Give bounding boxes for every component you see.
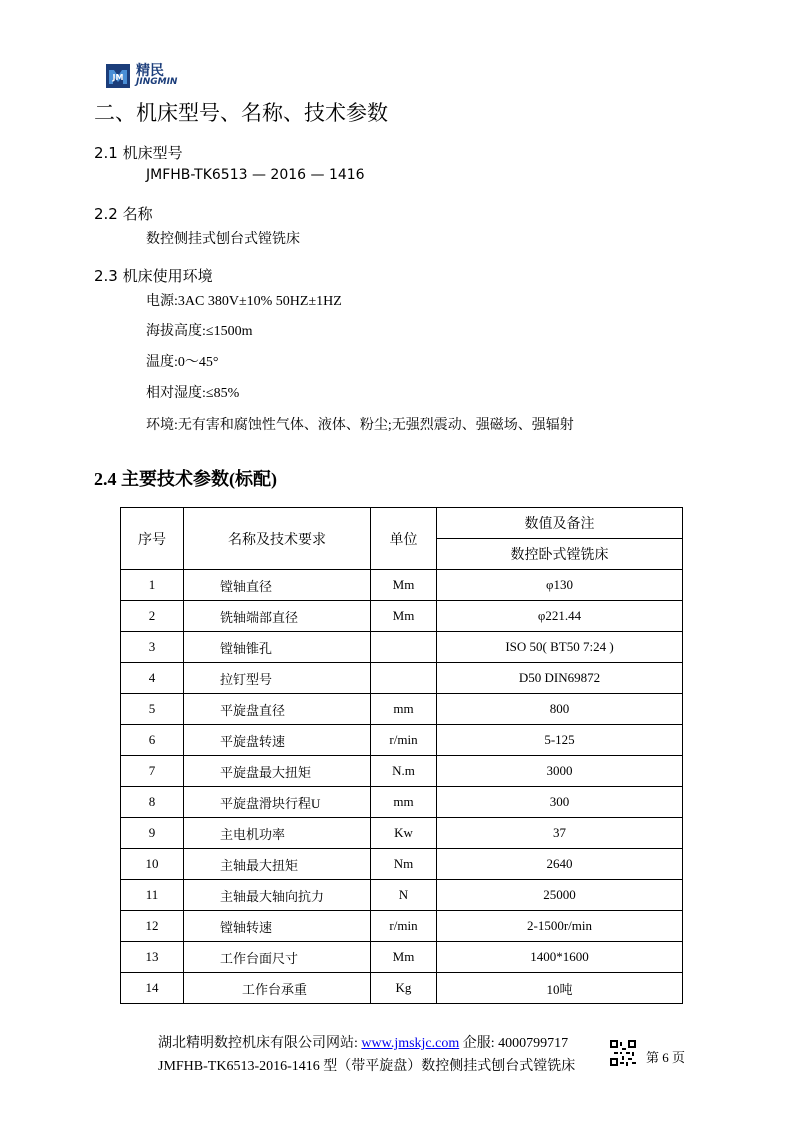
table-row: [121, 694, 683, 725]
cell-name: 平旋盘滑块行程U: [184, 787, 371, 818]
footer-contact: [158, 1032, 568, 1052]
cell-unit: Kg: [371, 973, 437, 1004]
cell-value: 25000: [437, 880, 683, 911]
table-row: [121, 818, 683, 849]
header-no: 序号: [121, 508, 184, 570]
cell-unit: Mm: [371, 942, 437, 973]
footer-company: 湖北精明数控机床有限公司网站:: [158, 1036, 358, 1051]
cell-no: 13: [121, 942, 184, 973]
cell-value: 1400*1600: [437, 942, 683, 973]
table-row: [121, 942, 683, 973]
logo-name-cn: 精民: [136, 63, 164, 79]
cell-no: 11: [121, 880, 184, 911]
cell-unit: r/min: [371, 725, 437, 756]
cell-unit: Mm: [371, 601, 437, 632]
table-row: [121, 880, 683, 911]
header-name: 名称及技术要求: [184, 508, 371, 570]
table-row: [121, 911, 683, 942]
cell-value: φ130: [437, 570, 683, 601]
cell-no: 8: [121, 787, 184, 818]
jingmin-logo-icon: [106, 64, 130, 88]
cell-no: 5: [121, 694, 184, 725]
table-row: [121, 756, 683, 787]
cell-no: 4: [121, 663, 184, 694]
cell-unit: [371, 632, 437, 663]
cell-value: φ221.44: [437, 601, 683, 632]
cell-no: 10: [121, 849, 184, 880]
cell-name: 铣轴端部直径: [184, 601, 371, 632]
cell-name: 主轴最大扭矩: [184, 849, 371, 880]
table-row: [121, 849, 683, 880]
cell-no: 6: [121, 725, 184, 756]
cell-unit: N: [371, 880, 437, 911]
qr-code-icon: [610, 1040, 636, 1066]
cell-name: 平旋盘转速: [184, 725, 371, 756]
page-number: 第 6 页: [646, 1050, 686, 1065]
cell-name: 镗轴转速: [184, 911, 371, 942]
subsection-heading-model: 2.1 机床型号: [94, 144, 183, 162]
tech-params-table: [120, 507, 683, 1004]
cell-unit: mm: [371, 694, 437, 725]
logo-mark-letters: JM: [112, 73, 124, 82]
footer-hotline: 4000799717: [498, 1036, 569, 1051]
cell-value: 300: [437, 787, 683, 818]
table-row: [121, 787, 683, 818]
env-power: 电源:3AC 380V±10% 50HZ±1HZ: [146, 294, 342, 309]
cell-no: 12: [121, 911, 184, 942]
cell-no: 2: [121, 601, 184, 632]
cell-name: 平旋盘直径: [184, 694, 371, 725]
footer-hotline-label: 企服:: [462, 1036, 495, 1051]
cell-name: 镗轴直径: [184, 570, 371, 601]
table-row: [121, 973, 683, 1004]
cell-unit: Kw: [371, 818, 437, 849]
table-row: [121, 601, 683, 632]
env-humidity: 相对湿度:≤85%: [146, 386, 240, 401]
table-row: [121, 570, 683, 601]
cell-no: 3: [121, 632, 184, 663]
env-altitude: 海拔高度:≤1500m: [146, 324, 253, 339]
env-conditions: 环境:无有害和腐蚀性气体、液体、粉尘;无强烈震动、强磁场、强辐射: [146, 418, 574, 433]
cell-unit: N.m: [371, 756, 437, 787]
cell-name: 工作台承重: [184, 973, 371, 1004]
cell-name: 主电机功率: [184, 818, 371, 849]
cell-name: 镗轴锥孔: [184, 632, 371, 663]
cell-name: 主轴最大轴向抗力: [184, 880, 371, 911]
cell-no: 9: [121, 818, 184, 849]
table-row: [121, 663, 683, 694]
cell-no: 14: [121, 973, 184, 1004]
cell-value: 10吨: [437, 973, 683, 1004]
env-temperature: 温度:0～45°: [146, 355, 219, 370]
table-row: [121, 725, 683, 756]
subsection-heading-name: 2.2 名称: [94, 205, 153, 223]
cell-unit: r/min: [371, 911, 437, 942]
section-title: 二、机床型号、名称、技术参数: [94, 101, 388, 125]
footer-website-link[interactable]: www.jmskjc.com: [361, 1036, 460, 1051]
cell-name: 工作台面尺寸: [184, 942, 371, 973]
table-row: [121, 632, 683, 663]
machine-name: 数控侧挂式刨台式镗铣床: [146, 231, 300, 247]
cell-value: 5-125: [437, 725, 683, 756]
cell-value: 3000: [437, 756, 683, 787]
cell-no: 7: [121, 756, 184, 787]
cell-no: 1: [121, 570, 184, 601]
cell-value: 2-1500r/min: [437, 911, 683, 942]
subsection-heading-environment: 2.3 机床使用环境: [94, 267, 213, 285]
cell-name: 拉钉型号: [184, 663, 371, 694]
cell-unit: [371, 663, 437, 694]
header-value-group: 数值及备注: [437, 508, 683, 539]
cell-name: 平旋盘最大扭矩: [184, 756, 371, 787]
header-value-sub: 数控卧式镗铣床: [437, 539, 683, 570]
cell-value: 800: [437, 694, 683, 725]
cell-value: 2640: [437, 849, 683, 880]
header-unit: 单位: [371, 508, 437, 570]
cell-unit: Nm: [371, 849, 437, 880]
cell-value: ISO 50( BT50 7:24 ): [437, 632, 683, 663]
tech-params-heading: 2.4 主要技术参数(标配): [94, 469, 277, 489]
footer-doc-title: JMFHB-TK6513-2016-1416 型（带平旋盘）数控侧挂式刨台式镗铣床: [158, 1059, 576, 1074]
cell-value: D50 DIN69872: [437, 663, 683, 694]
model-number: JMFHB-TK6513 — 2016 — 1416: [146, 167, 365, 183]
cell-unit: Mm: [371, 570, 437, 601]
cell-unit: mm: [371, 787, 437, 818]
logo-name-en: JINGMIN: [136, 77, 178, 87]
cell-value: 37: [437, 818, 683, 849]
